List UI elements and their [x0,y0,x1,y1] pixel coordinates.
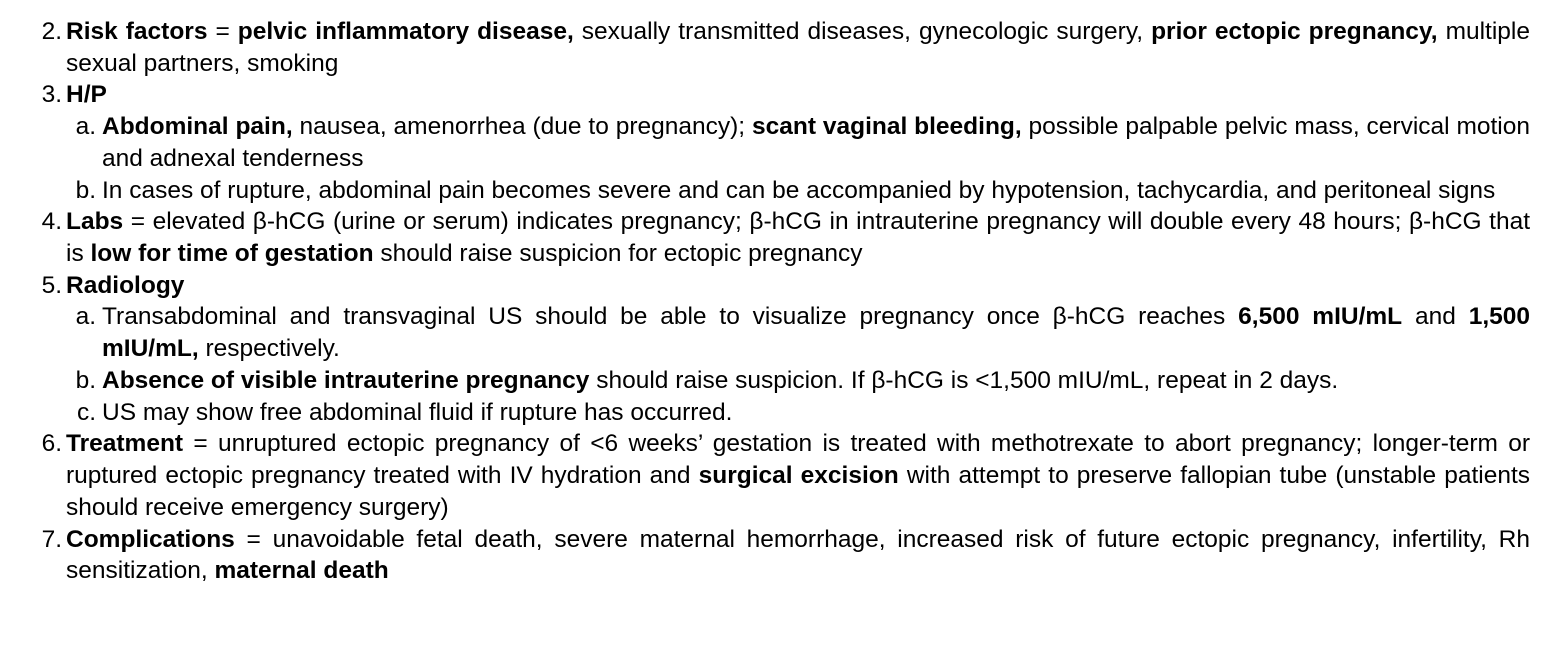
list-item-text: Transabdominal and transvaginal US should be able to visualize pregnancy once β-hCG reaches 6,500 mIU/mL and 1,500 mIU/mL, respectively. [102,303,1531,363]
list-item [30,206,1530,269]
list-item-text: Treatment = unruptured ectopic pregnancy of <6 weeks’ gestation is treated with methotrexate to abort pregnancy; longer-term or ruptured ectopic pregnancy treated with IV hydration and surgical excision with attempt to preserve fallopian tube (unstable patients should receive emergency surgery) [66,430,1530,521]
list-item [30,428,1530,523]
list-item-text: Absence of visible intrauterine pregnancy should raise suspicion. If β-hCG is <1,500 mIU/mL, repeat in 2 days. [102,366,1339,394]
list-item [70,301,1530,364]
list-marker: c. [76,398,96,426]
list-item [30,16,1530,79]
list-item [70,111,1530,174]
list-marker: 2. [41,18,62,45]
sublist [66,111,1530,206]
list-item-text: Abdominal pain, nausea, amenorrhea (due to pregnancy); scant vaginal bleeding, possible palpable pelvic mass, cervical motion and adnexal tenderness [102,113,1530,172]
list-item-text: Risk factors = pelvic inflammatory disease, sexually transmitted diseases, gynecologic surgery, prior ectopic pregnancy, multiple sexual partners, smoking [66,18,1530,77]
sublist [66,301,1530,428]
list-marker: 6. [41,430,62,458]
list-marker: b. [75,366,96,394]
list-item [70,365,1530,397]
list-item-text: Radiology [66,271,185,299]
list-item [70,175,1530,207]
list-marker: a. [75,113,96,141]
list-item-text: US may show free abdominal fluid if rupture has occurred. [102,398,733,426]
list-marker: 4. [41,208,62,236]
list-marker: 7. [41,525,62,553]
list-item-text: Labs = elevated β-hCG (urine or serum) indicates pregnancy; β-hCG in intrauterine pregnancy will double every 48 hours; β-hCG that is low for time of gestation should raise suspicion for ectopic pregnancy [66,208,1530,268]
list-item [30,524,1530,587]
list-marker: b. [75,176,96,204]
list-item [30,270,1530,429]
list-item-text: Complications = unavoidable fetal death, severe maternal hemorrhage, increased risk of future ectopic pregnancy, infertility, Rh sensitization, maternal death [66,525,1530,585]
list-marker: a. [75,303,96,331]
outline-list [30,16,1530,587]
list-item [70,397,1530,429]
list-item-text: H/P [66,81,107,109]
list-marker: 3. [41,81,62,109]
list-marker: 5. [41,271,62,299]
list-item [30,79,1530,206]
list-item-text: In cases of rupture, abdominal pain becomes severe and can be accompanied by hypotension, tachycardia, and peritoneal signs [102,176,1496,204]
